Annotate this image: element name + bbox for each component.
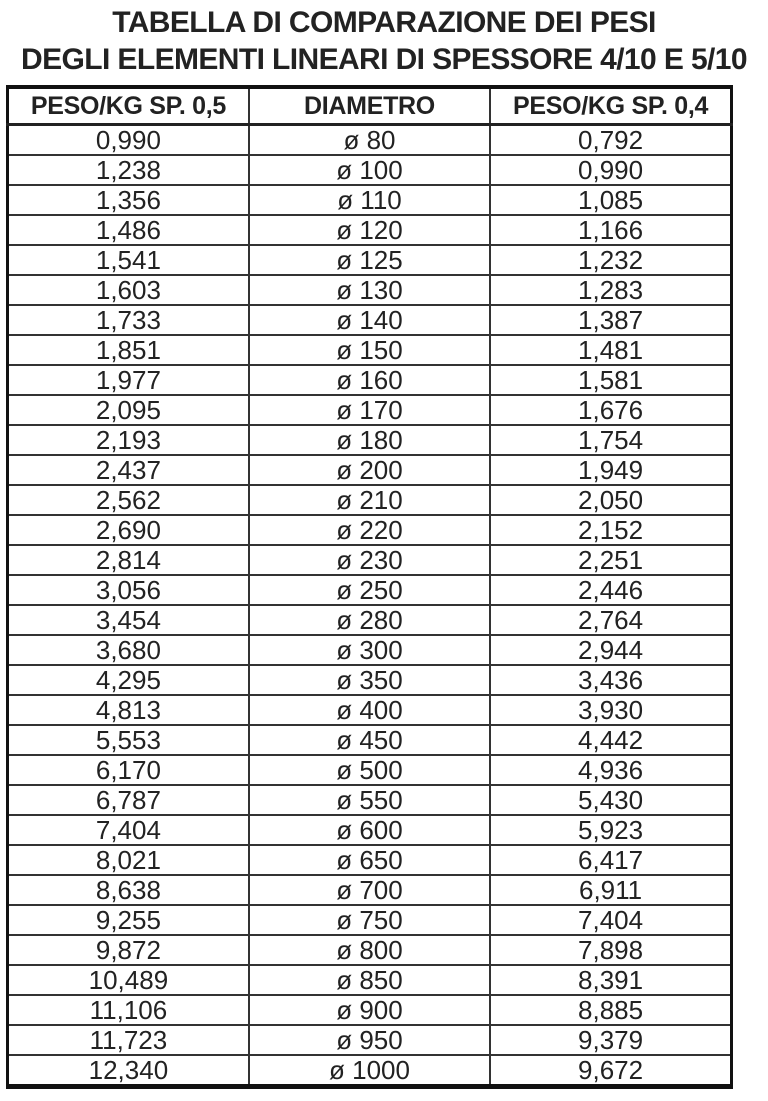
cell-peso-sp-04: 1,949 <box>490 455 731 485</box>
cell-peso-sp-04: 5,923 <box>490 815 731 845</box>
cell-peso-sp-04: 1,387 <box>490 305 731 335</box>
table-row <box>8 245 732 275</box>
cell-diametro: ø 500 <box>249 755 490 785</box>
cell-peso-sp-05: 2,095 <box>8 395 249 425</box>
cell-diametro: ø 80 <box>249 125 490 156</box>
cell-peso-sp-05: 2,437 <box>8 455 249 485</box>
table-row <box>8 965 732 995</box>
cell-diametro: ø 100 <box>249 155 490 185</box>
cell-diametro: ø 150 <box>249 335 490 365</box>
cell-peso-sp-05: 6,170 <box>8 755 249 785</box>
cell-peso-sp-05: 7,404 <box>8 815 249 845</box>
table-row <box>8 185 732 215</box>
cell-peso-sp-04: 1,232 <box>490 245 731 275</box>
cell-peso-sp-05: 1,977 <box>8 365 249 395</box>
cell-peso-sp-04: 9,672 <box>490 1055 731 1087</box>
cell-diametro: ø 220 <box>249 515 490 545</box>
cell-peso-sp-04: 4,936 <box>490 755 731 785</box>
cell-peso-sp-04: 7,404 <box>490 905 731 935</box>
table-row <box>8 905 732 935</box>
header-row <box>8 87 732 125</box>
cell-peso-sp-05: 12,340 <box>8 1055 249 1087</box>
table-row <box>8 785 732 815</box>
cell-diametro: ø 230 <box>249 545 490 575</box>
cell-diametro: ø 900 <box>249 995 490 1025</box>
cell-peso-sp-05: 2,690 <box>8 515 249 545</box>
cell-peso-sp-05: 2,193 <box>8 425 249 455</box>
table-row <box>8 725 732 755</box>
table-row <box>8 335 732 365</box>
cell-peso-sp-05: 5,553 <box>8 725 249 755</box>
cell-peso-sp-04: 2,251 <box>490 545 731 575</box>
header-peso-sp-04: PESO/KG SP. 0,4 <box>490 87 731 125</box>
cell-peso-sp-05: 1,733 <box>8 305 249 335</box>
table-row <box>8 875 732 905</box>
cell-diametro: ø 300 <box>249 635 490 665</box>
cell-diametro: ø 600 <box>249 815 490 845</box>
cell-diametro: ø 130 <box>249 275 490 305</box>
cell-peso-sp-04: 1,085 <box>490 185 731 215</box>
table-body <box>8 125 732 1087</box>
cell-diametro: ø 160 <box>249 365 490 395</box>
cell-peso-sp-04: 2,446 <box>490 575 731 605</box>
cell-peso-sp-04: 2,152 <box>490 515 731 545</box>
cell-diametro: ø 170 <box>249 395 490 425</box>
cell-diametro: ø 110 <box>249 185 490 215</box>
cell-peso-sp-05: 9,872 <box>8 935 249 965</box>
cell-peso-sp-04: 6,911 <box>490 875 731 905</box>
cell-peso-sp-05: 9,255 <box>8 905 249 935</box>
cell-diametro: ø 200 <box>249 455 490 485</box>
cell-diametro: ø 850 <box>249 965 490 995</box>
cell-peso-sp-04: 3,436 <box>490 665 731 695</box>
cell-peso-sp-04: 2,764 <box>490 605 731 635</box>
cell-diametro: ø 650 <box>249 845 490 875</box>
cell-peso-sp-05: 8,638 <box>8 875 249 905</box>
cell-peso-sp-04: 0,990 <box>490 155 731 185</box>
table-row <box>8 605 732 635</box>
table-row <box>8 815 732 845</box>
cell-peso-sp-04: 8,391 <box>490 965 731 995</box>
cell-diametro: ø 210 <box>249 485 490 515</box>
cell-diametro: ø 400 <box>249 695 490 725</box>
cell-diametro: ø 1000 <box>249 1055 490 1087</box>
table-row <box>8 1055 732 1087</box>
cell-peso-sp-05: 1,486 <box>8 215 249 245</box>
table-row <box>8 305 732 335</box>
table-row <box>8 125 732 156</box>
header-peso-sp-05: PESO/KG SP. 0,5 <box>8 87 249 125</box>
cell-peso-sp-04: 0,792 <box>490 125 731 156</box>
page-title <box>0 0 768 78</box>
table-row <box>8 215 732 245</box>
cell-diametro: ø 280 <box>249 605 490 635</box>
table-row <box>8 755 732 785</box>
table-row <box>8 995 732 1025</box>
cell-peso-sp-05: 4,813 <box>8 695 249 725</box>
cell-peso-sp-05: 2,562 <box>8 485 249 515</box>
cell-diametro: ø 350 <box>249 665 490 695</box>
cell-diametro: ø 125 <box>249 245 490 275</box>
cell-peso-sp-05: 1,851 <box>8 335 249 365</box>
cell-peso-sp-04: 1,676 <box>490 395 731 425</box>
table-row <box>8 515 732 545</box>
table-row <box>8 1025 732 1055</box>
cell-peso-sp-04: 5,430 <box>490 785 731 815</box>
cell-peso-sp-04: 2,050 <box>490 485 731 515</box>
table-row <box>8 425 732 455</box>
cell-peso-sp-05: 4,295 <box>8 665 249 695</box>
cell-peso-sp-04: 6,417 <box>490 845 731 875</box>
cell-diametro: ø 140 <box>249 305 490 335</box>
cell-peso-sp-05: 3,454 <box>8 605 249 635</box>
cell-peso-sp-04: 4,442 <box>490 725 731 755</box>
comparison-table <box>6 85 733 1089</box>
table-row <box>8 575 732 605</box>
table-row <box>8 395 732 425</box>
cell-peso-sp-04: 1,166 <box>490 215 731 245</box>
cell-diametro: ø 700 <box>249 875 490 905</box>
cell-diametro: ø 550 <box>249 785 490 815</box>
cell-peso-sp-04: 8,885 <box>490 995 731 1025</box>
cell-peso-sp-05: 3,056 <box>8 575 249 605</box>
cell-peso-sp-05: 1,541 <box>8 245 249 275</box>
table-row <box>8 365 732 395</box>
table-row <box>8 485 732 515</box>
cell-diametro: ø 180 <box>249 425 490 455</box>
cell-diametro: ø 800 <box>249 935 490 965</box>
table-row <box>8 935 732 965</box>
cell-peso-sp-05: 8,021 <box>8 845 249 875</box>
cell-peso-sp-04: 1,581 <box>490 365 731 395</box>
cell-peso-sp-04: 9,379 <box>490 1025 731 1055</box>
cell-peso-sp-05: 1,356 <box>8 185 249 215</box>
cell-diametro: ø 120 <box>249 215 490 245</box>
table-row <box>8 545 732 575</box>
cell-diametro: ø 750 <box>249 905 490 935</box>
cell-peso-sp-05: 3,680 <box>8 635 249 665</box>
cell-peso-sp-04: 2,944 <box>490 635 731 665</box>
title-line-1: TABELLA DI COMPARAZIONE DEI PESI <box>112 6 656 39</box>
cell-peso-sp-05: 10,489 <box>8 965 249 995</box>
header-diametro: DIAMETRO <box>249 87 490 125</box>
cell-peso-sp-04: 3,930 <box>490 695 731 725</box>
table-row <box>8 155 732 185</box>
cell-peso-sp-05: 1,238 <box>8 155 249 185</box>
title-line-2: DEGLI ELEMENTI LINEARI DI SPESSORE 4/10 E 5/10 <box>21 43 747 76</box>
cell-peso-sp-05: 6,787 <box>8 785 249 815</box>
cell-peso-sp-04: 1,754 <box>490 425 731 455</box>
cell-diametro: ø 450 <box>249 725 490 755</box>
cell-peso-sp-04: 1,283 <box>490 275 731 305</box>
cell-peso-sp-05: 0,990 <box>8 125 249 156</box>
cell-peso-sp-04: 7,898 <box>490 935 731 965</box>
table-row <box>8 635 732 665</box>
table-row <box>8 275 732 305</box>
table-row <box>8 455 732 485</box>
cell-peso-sp-05: 11,723 <box>8 1025 249 1055</box>
cell-peso-sp-05: 2,814 <box>8 545 249 575</box>
cell-diametro: ø 950 <box>249 1025 490 1055</box>
cell-peso-sp-05: 11,106 <box>8 995 249 1025</box>
table-header <box>8 87 732 125</box>
table-row <box>8 695 732 725</box>
table-row <box>8 845 732 875</box>
cell-peso-sp-04: 1,481 <box>490 335 731 365</box>
table-row <box>8 665 732 695</box>
cell-peso-sp-05: 1,603 <box>8 275 249 305</box>
cell-diametro: ø 250 <box>249 575 490 605</box>
